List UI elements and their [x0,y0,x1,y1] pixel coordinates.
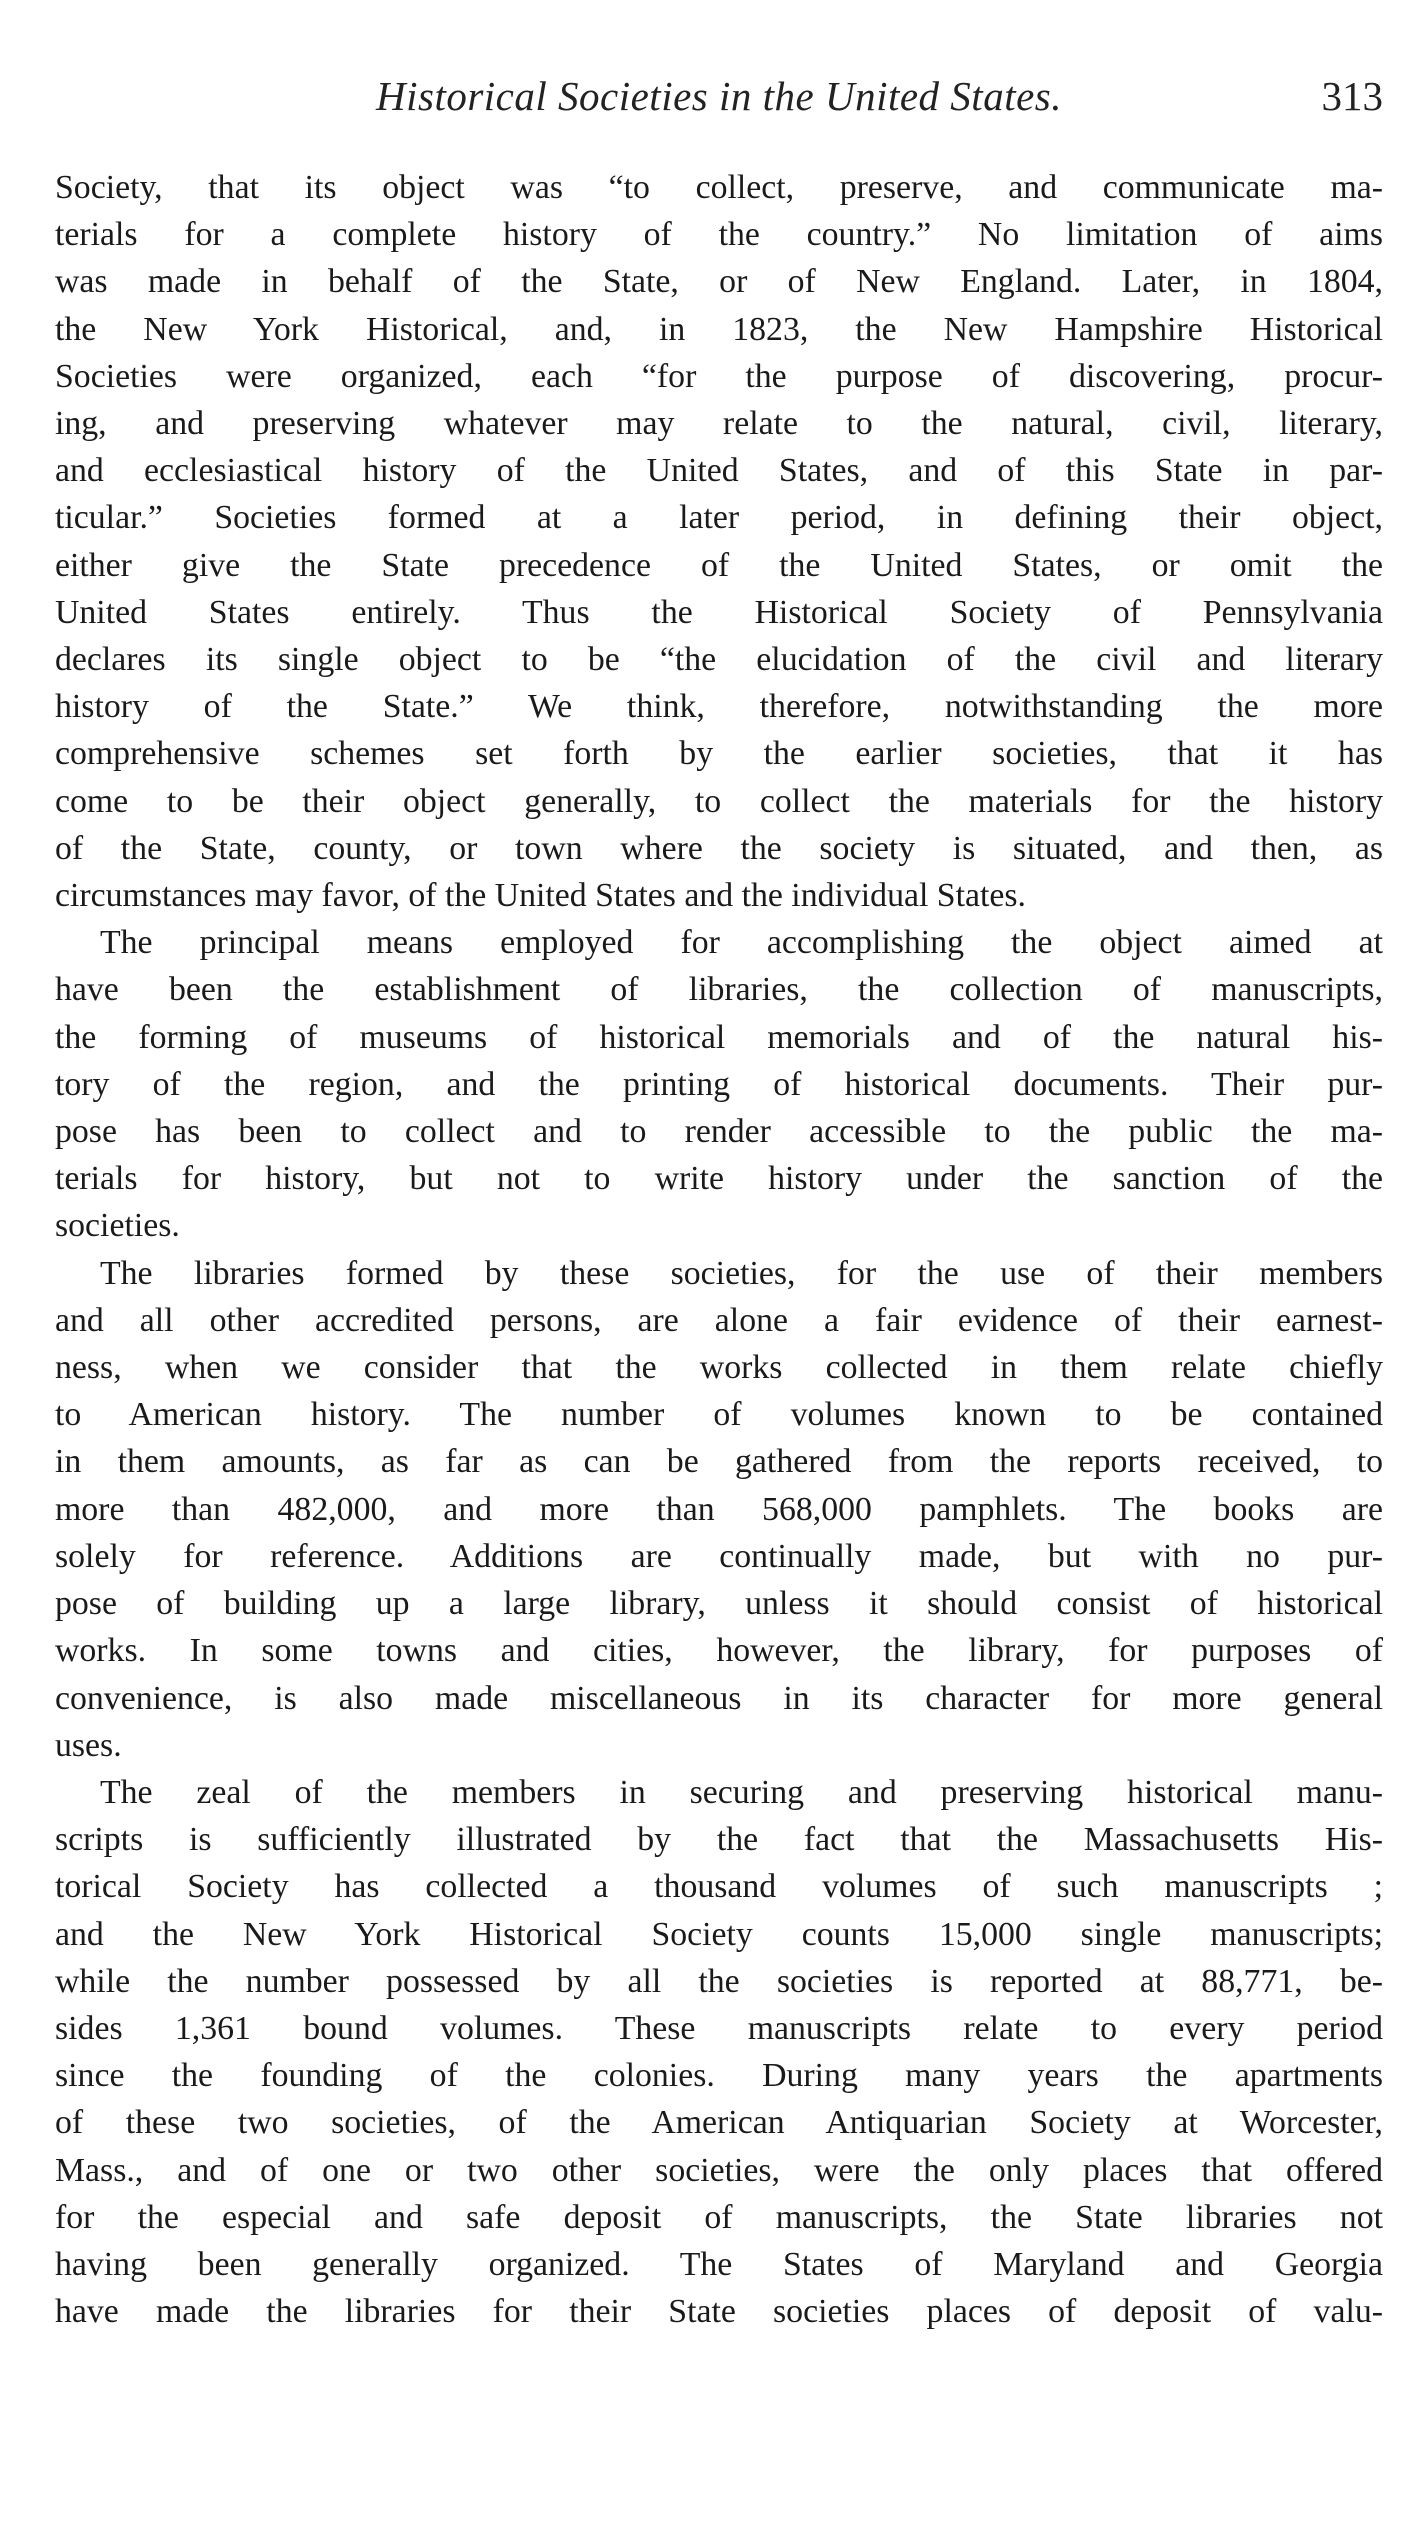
text-line: pose of building up a large library, unless it should consist of historical [55,1585,1383,1623]
text-line: circumstances may favor, of the United States and the individual States. [55,877,1026,915]
text-line: torical Society has collected a thousand volumes of such manuscripts ; [55,1868,1383,1906]
text-line: history of the State.” We think, therefore, notwithstanding the more [55,688,1383,726]
text-line: more than 482,000, and more than 568,000 pamphlets. The books are [55,1490,1383,1528]
text-line: Mass., and of one or two other societies, were the only places that offered [55,2151,1383,2189]
text-line: come to be their object generally, to collect the materials for the history [55,782,1383,820]
text-line: works. In some towns and cities, however, the library, for purposes of [55,1632,1383,1670]
text-line: either give the State precedence of the United States, or omit the [55,546,1383,584]
text-line: terials for a complete history of the country.” No limitation of aims [55,216,1383,254]
text-line: since the founding of the colonies. During many years the apartments [55,2057,1383,2095]
text-line: The zeal of the members in securing and preserving historical manu- [100,1773,1383,1811]
text-line: and the New York Historical Society counts 15,000 single manuscripts; [55,1915,1383,1953]
text-line: sides 1,361 bound volumes. These manuscripts relate to every period [55,2009,1383,2047]
running-head [55,72,1383,142]
text-line: societies. [55,1207,180,1245]
text-line: tory of the region, and the printing of historical documents. Their pur- [55,1065,1383,1103]
text-line: of the State, county, or town where the society is situated, and then, as [55,829,1383,867]
text-line: convenience, is also made miscellaneous in its character for more general [55,1679,1383,1717]
text-line: was made in behalf of the State, or of New England. Later, in 1804, [55,263,1383,301]
text-line: to American history. The number of volumes known to be contained [55,1396,1383,1434]
paragraph-3 [55,1250,1383,1769]
book-page [55,72,1383,2512]
running-title: Historical Societies in the United States. [375,73,1062,119]
paragraph-4 [55,1769,1383,2335]
text-line: The libraries formed by these societies, for the use of their members [100,1254,1383,1292]
text-line: Society, that its object was “to collect, preserve, and communicate ma- [55,169,1383,206]
text-line: while the number possessed by all the societies is reported at 88,771, be- [55,1962,1383,2000]
text-line: of these two societies, of the American Antiquarian Society at Worcester, [55,2104,1383,2142]
text-line: United States entirely. Thus the Historical Society of Pennsylvania [55,593,1383,631]
text-line: solely for reference. Additions are continually made, but with no pur- [55,1537,1383,1575]
paragraph-2 [55,919,1383,1249]
text-line: terials for history, but not to write history under the sanction of the [55,1160,1383,1198]
body-text [55,164,1383,2335]
text-line: and ecclesiastical history of the United States, and of this State in par- [55,452,1383,490]
text-line: ness, when we consider that the works collected in them relate chiefly [55,1349,1383,1387]
text-line: declares its single object to be “the elucidation of the civil and literary [55,641,1383,679]
text-line: the forming of museums of historical memorials and of the natural his- [55,1018,1383,1056]
text-line: scripts is sufficiently illustrated by the fact that the Massachusetts His- [55,1821,1383,1859]
text-line: Societies were organized, each “for the purpose of discovering, procur- [55,357,1383,395]
text-line: and all other accredited persons, are alone a fair evidence of their earnest- [55,1301,1383,1339]
text-line: have made the libraries for their State societies places of deposit of valu- [55,2293,1383,2331]
text-line: pose has been to collect and to render accessible to the public the ma- [55,1113,1383,1151]
text-line: The principal means employed for accomplishing the object aimed at [100,924,1383,962]
text-line: comprehensive schemes set forth by the earlier societies, that it has [55,735,1383,773]
paragraph-1 [55,164,1383,919]
text-line: for the especial and safe deposit of manuscripts, the State libraries not [55,2198,1383,2236]
text-line: uses. [55,1726,122,1764]
text-line: ing, and preserving whatever may relate to the natural, civil, literary, [55,405,1383,443]
text-line: ticular.” Societies formed at a later period, in defining their object, [55,499,1383,537]
text-line: in them amounts, as far as can be gathered from the reports received, to [55,1443,1383,1481]
text-line: the New York Historical, and, in 1823, the New Hampshire Historical [55,310,1383,348]
text-line: having been generally organized. The States of Maryland and Georgia [55,2245,1383,2283]
page-number: 313 [1321,73,1383,119]
text-line: have been the establishment of libraries, the collection of manuscripts, [55,971,1383,1009]
